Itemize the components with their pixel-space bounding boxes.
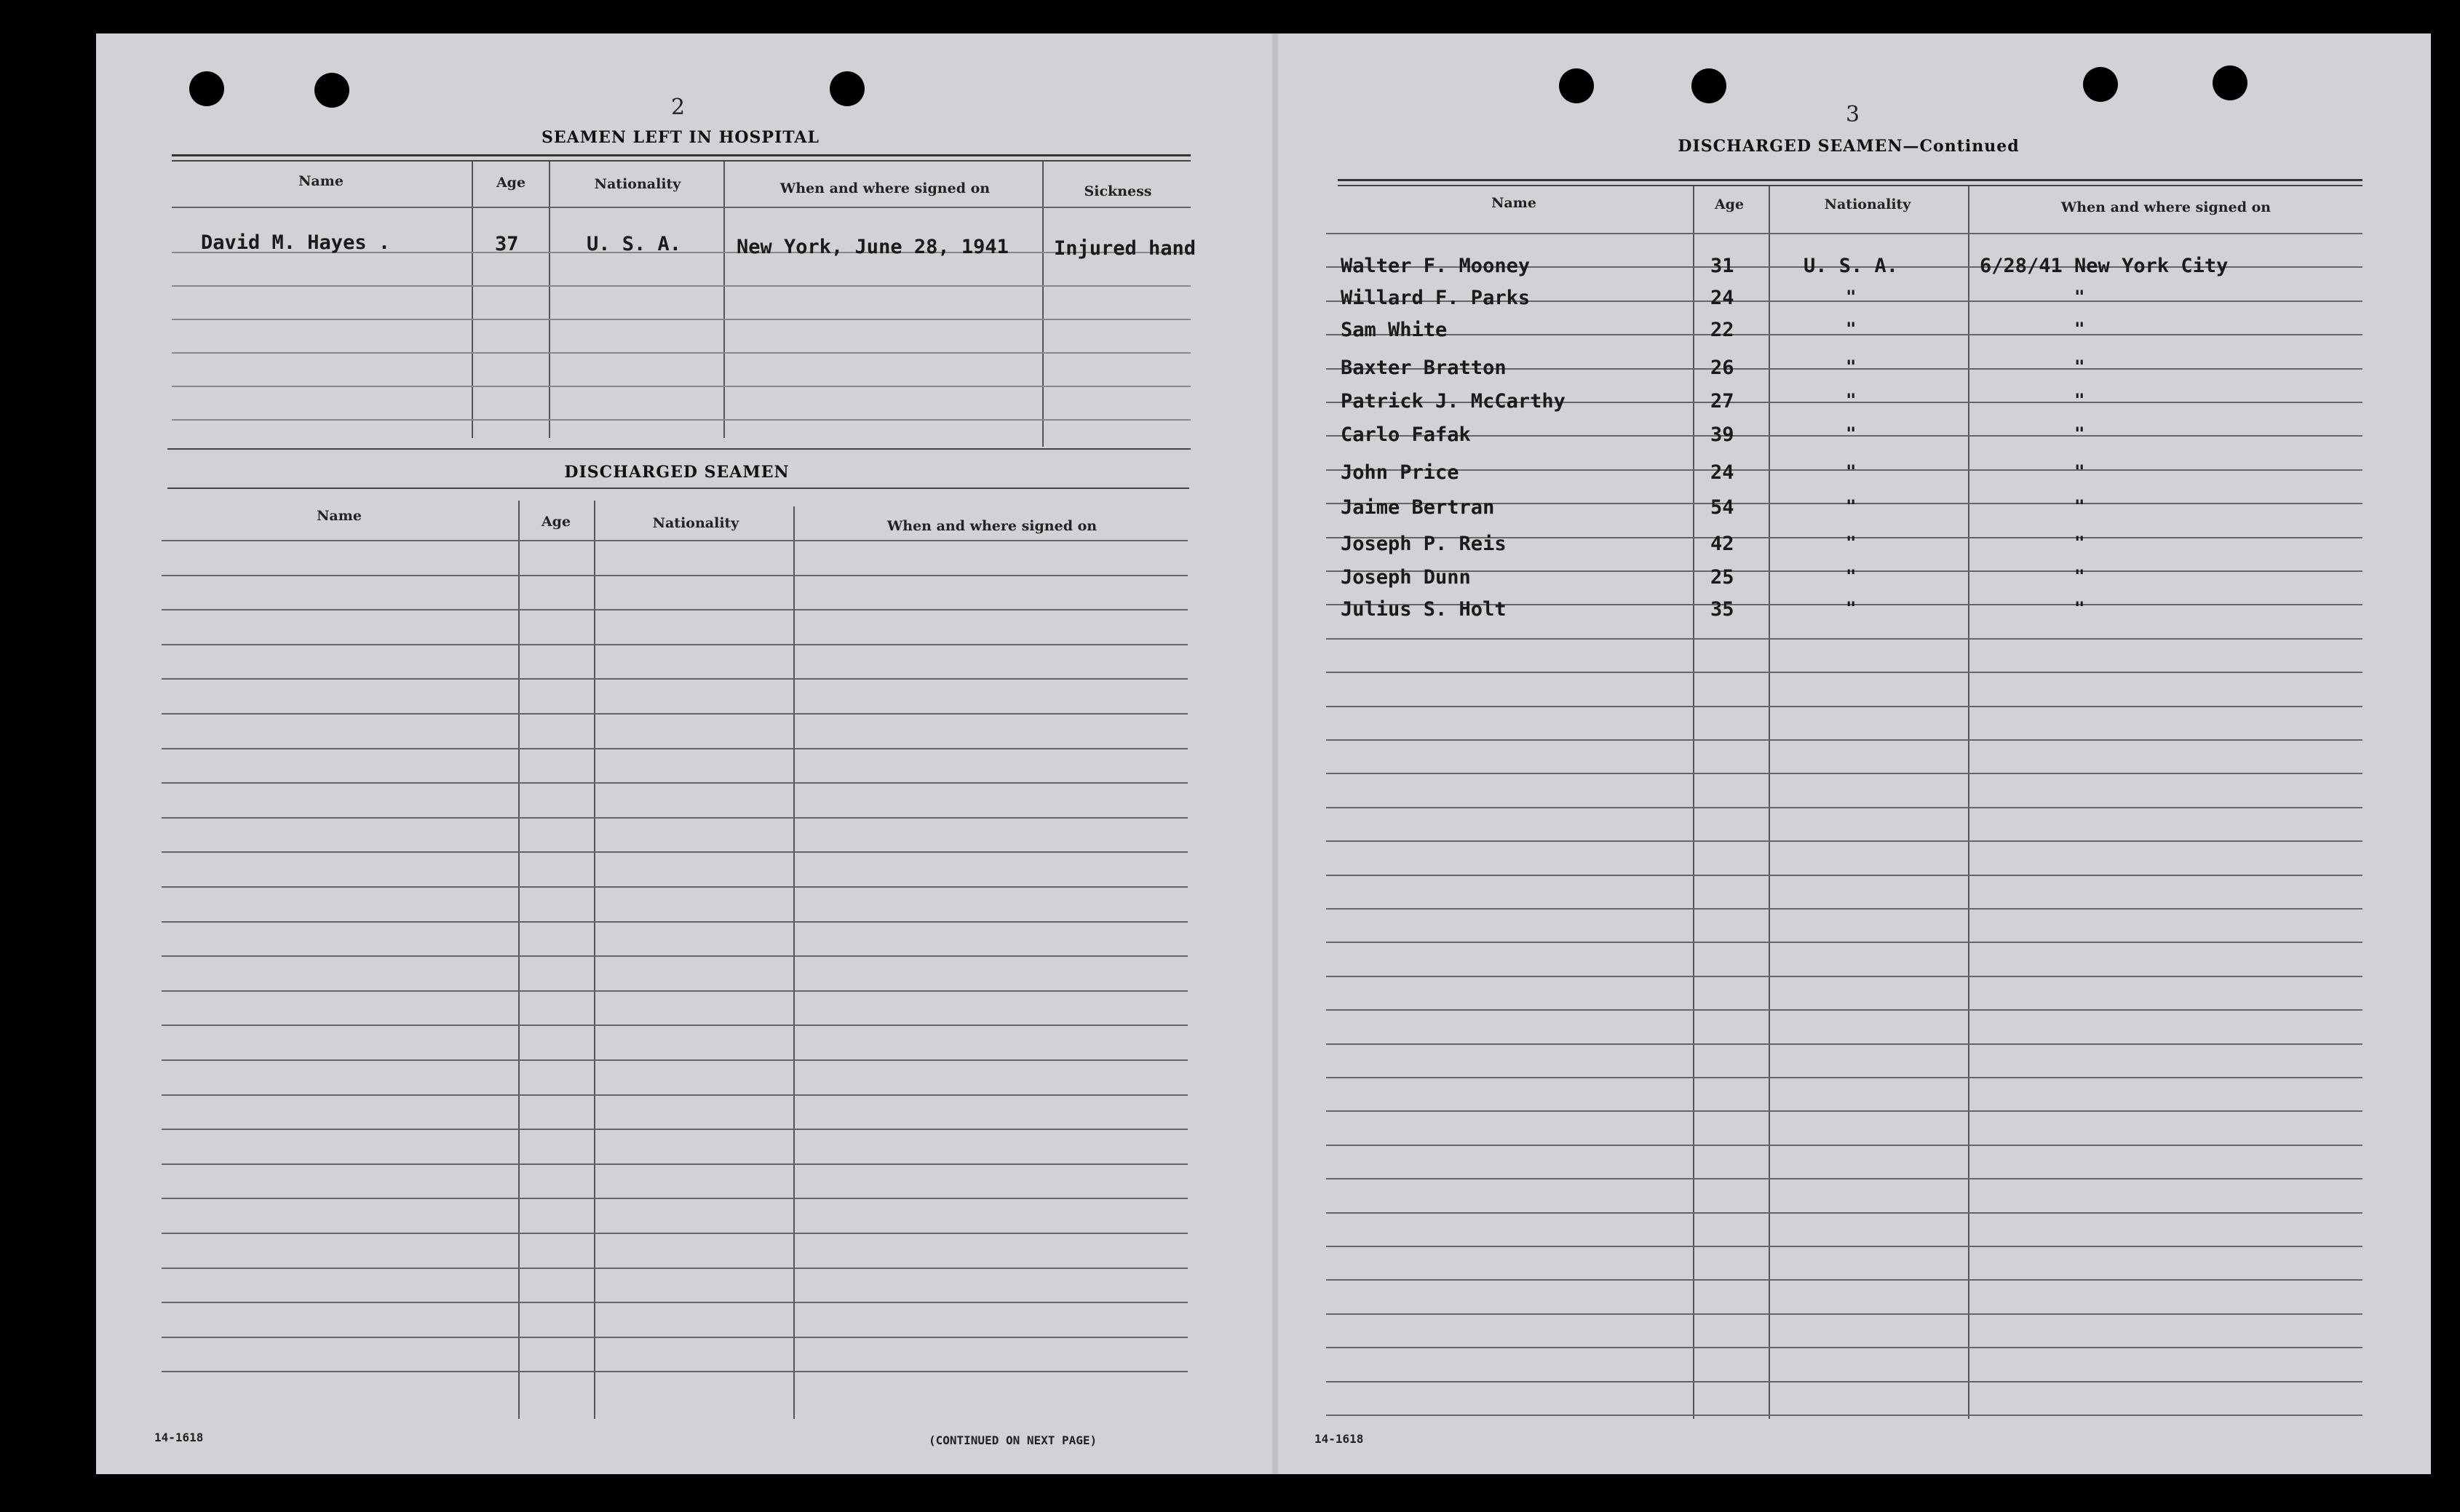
seaman-age: 27 — [1710, 390, 1734, 413]
col-divider — [594, 501, 595, 1419]
col-header-signed-on: When and where signed on — [886, 518, 1098, 534]
col-header-name: Name — [298, 173, 344, 189]
row-line — [1326, 1347, 2362, 1348]
row-line — [1326, 739, 2362, 741]
row-line — [162, 1129, 1188, 1130]
col-divider — [1769, 186, 1770, 1419]
col-divider — [723, 162, 725, 438]
row-line — [1326, 1212, 2362, 1214]
seaman-name: Joseph Dunn — [1341, 566, 1471, 589]
row-line — [1326, 875, 2362, 876]
row-line — [1326, 1381, 2362, 1382]
seaman-nationality: " — [1846, 598, 1857, 618]
row-line — [162, 886, 1188, 888]
row-line — [1326, 233, 2362, 234]
seaman-name: Jaime Bertran — [1341, 496, 1495, 519]
seaman-signed-on: " — [2074, 390, 2085, 410]
header-underline — [172, 207, 1191, 208]
seaman-age: 31 — [1710, 255, 1734, 277]
row-line — [172, 285, 1191, 287]
seaman-nationality: " — [1846, 357, 1857, 377]
seaman-nationality: " — [1846, 461, 1857, 482]
row-line — [162, 1337, 1188, 1338]
form-number: 14-1618 — [1314, 1432, 1364, 1446]
row-line — [162, 644, 1188, 645]
seaman-name: Sam White — [1341, 319, 1448, 341]
rule — [1338, 185, 2362, 186]
form-number: 14-1618 — [154, 1431, 204, 1444]
row-line — [162, 851, 1188, 853]
col-divider — [549, 162, 550, 438]
col-header-sickness: Sickness — [1084, 183, 1152, 199]
row-line — [1326, 672, 2362, 673]
row-line — [1326, 1110, 2362, 1112]
hospital-nationality: U. S. A. — [587, 233, 682, 255]
col-header-name: Name — [1491, 195, 1536, 211]
row-line — [1326, 1043, 2362, 1045]
row-line — [1326, 942, 2362, 943]
hospital-sickness: Injured hand — [1054, 237, 1197, 260]
seaman-nationality: " — [1846, 496, 1857, 517]
seaman-age: 22 — [1710, 319, 1734, 341]
seaman-nationality: " — [1846, 390, 1857, 410]
page-fold — [1272, 33, 1278, 1474]
row-line — [162, 782, 1188, 784]
seaman-age: 26 — [1710, 357, 1734, 379]
row-line — [1326, 1279, 2362, 1281]
row-line — [162, 1233, 1188, 1234]
row-line — [172, 352, 1191, 354]
seaman-name: Patrick J. McCarthy — [1341, 390, 1566, 413]
seaman-age: 24 — [1710, 287, 1734, 309]
hospital-signed-on: New York, June 28, 1941 — [737, 236, 1009, 258]
seaman-nationality: " — [1846, 287, 1857, 307]
seaman-name: Joseph P. Reis — [1341, 533, 1507, 555]
col-header-age: Age — [541, 514, 571, 530]
seaman-age: 39 — [1710, 423, 1734, 446]
row-line — [1326, 570, 2362, 572]
row-line — [172, 419, 1191, 421]
row-line — [1326, 976, 2362, 977]
seaman-name: Baxter Bratton — [1341, 357, 1507, 379]
row-line — [1326, 435, 2362, 437]
binder-hole — [1691, 68, 1726, 103]
seaman-age: 54 — [1710, 496, 1734, 519]
seaman-nationality: " — [1846, 533, 1857, 553]
row-line — [1326, 1077, 2362, 1078]
continued-note: (CONTINUED ON NEXT PAGE) — [929, 1433, 1098, 1447]
row-line — [1326, 1313, 2362, 1315]
seaman-signed-on: " — [2074, 496, 2085, 517]
row-line — [1326, 1145, 2362, 1146]
row-line — [172, 319, 1191, 320]
col-header-age: Age — [496, 175, 526, 191]
row-line — [1326, 1178, 2362, 1179]
row-line — [162, 1302, 1188, 1303]
page-number: 2 — [671, 95, 686, 120]
seaman-signed-on: " — [2074, 319, 2085, 339]
binder-hole — [830, 71, 865, 106]
row-line — [162, 921, 1188, 923]
seaman-signed-on: " — [2074, 423, 2085, 444]
seaman-signed-on: " — [2074, 598, 2085, 618]
col-header-age: Age — [1714, 196, 1745, 212]
col-divider — [1968, 186, 1969, 1419]
rule — [172, 160, 1191, 162]
row-line — [162, 1024, 1188, 1026]
hospital-section-title: SEAMEN LEFT IN HOSPITAL — [541, 128, 820, 147]
row-line — [162, 1371, 1188, 1372]
seaman-signed-on: " — [2074, 566, 2085, 586]
row-line — [162, 748, 1188, 749]
col-header-nationality: Nationality — [594, 176, 681, 192]
seaman-name: Julius S. Holt — [1341, 598, 1507, 621]
seaman-signed-on: " — [2074, 533, 2085, 553]
row-line — [1326, 1009, 2362, 1011]
col-divider — [1693, 186, 1694, 1419]
row-line — [1326, 840, 2362, 842]
binder-hole — [2213, 65, 2247, 100]
row-line — [1326, 638, 2362, 640]
seaman-signed-on: " — [2074, 357, 2085, 377]
binder-hole — [1559, 68, 1594, 103]
col-divider — [518, 501, 520, 1419]
seaman-nationality: " — [1846, 319, 1857, 339]
row-line — [1326, 773, 2362, 774]
discharged-section-title: DISCHARGED SEAMEN — [564, 463, 790, 482]
page-number: 3 — [1846, 102, 1860, 127]
row-line — [162, 540, 1188, 541]
hospital-age: 37 — [495, 233, 519, 255]
row-line — [162, 1198, 1188, 1199]
binder-hole — [189, 71, 224, 106]
row-line — [1326, 706, 2362, 707]
rule — [167, 448, 1191, 450]
row-line — [162, 1163, 1188, 1165]
col-header-nationality: Nationality — [1824, 196, 1911, 212]
row-line — [162, 1059, 1188, 1061]
row-line — [162, 609, 1188, 610]
row-line — [162, 1268, 1188, 1269]
row-line — [162, 817, 1188, 819]
col-header-signed-on: When and where signed on — [2060, 199, 2271, 215]
row-line — [1326, 1414, 2362, 1416]
right-page — [1275, 33, 2431, 1474]
row-line — [1326, 469, 2362, 471]
row-line — [162, 955, 1188, 957]
binder-hole — [2083, 67, 2118, 102]
seaman-signed-on: " — [2074, 461, 2085, 482]
binder-hole — [314, 73, 349, 108]
col-header-signed-on: When and where signed on — [779, 180, 991, 196]
seaman-age: 42 — [1710, 533, 1734, 555]
rule — [1338, 179, 2362, 181]
row-line — [162, 713, 1188, 715]
row-line — [172, 386, 1191, 387]
seaman-age: 24 — [1710, 461, 1734, 484]
seaman-age: 25 — [1710, 566, 1734, 589]
row-line — [1326, 908, 2362, 910]
seaman-nationality: U. S. A. — [1804, 255, 1899, 277]
seaman-age: 35 — [1710, 598, 1734, 621]
seaman-name: Willard F. Parks — [1341, 287, 1531, 309]
row-line — [1326, 334, 2362, 335]
seaman-name: Carlo Fafak — [1341, 423, 1471, 446]
col-divider — [472, 162, 473, 438]
seaman-nationality: " — [1846, 566, 1857, 586]
row-line — [1326, 1246, 2362, 1247]
row-line — [162, 575, 1188, 576]
col-header-name: Name — [317, 508, 362, 524]
row-line — [162, 1094, 1188, 1096]
seaman-signed-on: 6/28/41 New York City — [1980, 255, 2229, 277]
seaman-signed-on: " — [2074, 287, 2085, 307]
seaman-name: John Price — [1341, 461, 1459, 484]
seaman-nationality: " — [1846, 423, 1857, 444]
rule — [172, 154, 1191, 156]
row-line — [1326, 807, 2362, 808]
col-divider — [1042, 162, 1044, 447]
discharged-continued-title: DISCHARGED SEAMEN—Continued — [1678, 137, 2020, 156]
row-line — [162, 990, 1188, 992]
row-line — [162, 678, 1188, 680]
col-header-nationality: Nationality — [652, 515, 739, 531]
rule — [167, 488, 1189, 489]
hospital-name: David M. Hayes . — [201, 231, 391, 254]
seaman-name: Walter F. Mooney — [1341, 255, 1531, 277]
